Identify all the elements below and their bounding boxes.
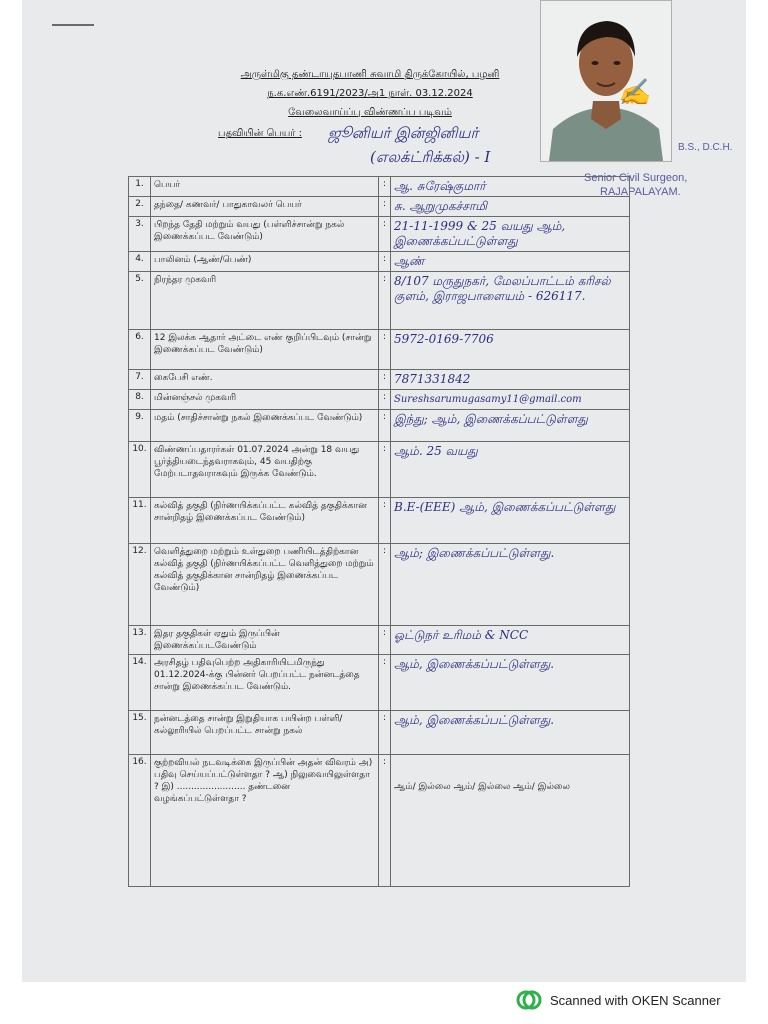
field-label: அரசிதழ் பதிவுபெற்ற அதிகாரியிடமிருந்து 01.12.2024-க்கு பின்னர் பெறப்பட்ட நன்னடத்தை சான்று இணைக்கப்பட வேண்டும். [151,655,379,711]
portrait-image [541,1,671,161]
field-label: மதம் (சாதிச்சான்று நகல் இணைக்கப்பட வேண்டும்) [151,410,379,442]
colon: : [379,711,391,755]
field-value: ஆம், இணைக்கப்பட்டுள்ளது. [391,711,630,755]
row-number: 1. [129,177,151,197]
table-row [129,626,630,655]
row-number: 2. [129,197,151,217]
table-row [129,330,630,370]
post-value-line2: (எலக்ட்ரிக்கல்) - I [370,148,491,166]
table-row [129,272,630,330]
row-number: 14. [129,655,151,711]
field-label: பிறந்த தேதி மற்றும் வயது (பள்ளிச்சான்று நகல் இணைக்கப்பட வேண்டும்) [151,217,379,252]
table-row [129,498,630,544]
field-value: ஓட்டுநர் உரிமம் & NCC [391,626,630,655]
colon: : [379,498,391,544]
field-value: ஆம்/ இல்லை ஆம்/ இல்லை ஆம்/ இல்லை [391,755,630,887]
row-number: 13. [129,626,151,655]
field-label: விண்ணப்பதாரர்கள் 01.07.2024 அன்று 18 வயது பூர்த்தியடைந்தவராகவும், 45 வயதிற்கு மேற்படாதவராகவும் இருக்க வேண்டும். [151,442,379,498]
field-value: 21-11-1999 & 25 வயது ஆம், இணைக்கப்பட்டுள்ளது [391,217,630,252]
row-number: 12. [129,544,151,626]
stamp-degree: B.S., D.C.H. [678,142,733,153]
field-label: பெயர் [151,177,379,197]
table-row [129,177,630,197]
row-number: 8. [129,390,151,410]
field-value: Sureshsarumugasamy11@gmail.com [391,390,630,410]
table-row [129,442,630,498]
form-title: வேலைவாய்ப்பு விண்ணப்ப படிவம் [288,107,452,118]
oken-scanner-icon [516,990,542,1010]
field-value: ஆம். 25 வயது [391,442,630,498]
colon: : [379,390,391,410]
field-value: இந்து; ஆம், இணைக்கப்பட்டுள்ளது [391,410,630,442]
field-label: கைபேசி எண். [151,370,379,390]
field-value: ஆம்; இணைக்கப்பட்டுள்ளது. [391,544,630,626]
table-row [129,544,630,626]
field-label: மின்னஞ்சல் முகவரி [151,390,379,410]
colon: : [379,177,391,197]
post-value: ஜூனியர் இன்ஜினியர் [328,124,479,142]
row-number: 4. [129,252,151,272]
stamp-designation: Senior Civil Surgeon, [584,172,688,184]
colon: : [379,410,391,442]
table-row [129,390,630,410]
field-label: தந்தை/ கணவர்/ பாதுகாவலர் பெயர் [151,197,379,217]
field-label: நிரந்தர முகவரி [151,272,379,330]
row-number: 3. [129,217,151,252]
colon: : [379,755,391,887]
field-value: 8/107 மருதுநகர், மேலப்பாட்டம் கரிசல் குளம், இராஜபாளையம் - 626117. [391,272,630,330]
colon: : [379,330,391,370]
table-row [129,252,630,272]
colon: : [379,252,391,272]
field-label: நன்னடத்தை சான்று இறுதியாக பயின்ற பள்ளி/ கல்லூரியில் பெறப்பட்ட சான்று நகல் [151,711,379,755]
field-label: குற்றவியல் நடவடிக்கை இருப்பின் அதன் விவரம் அ) பதிவு செய்யப்பட்டுள்ளதா ? ஆ) நிலுவையிலுள்ளதா ? இ) ........................ தண்டனை வழங்கப்பட்டுள்ளதா ? [151,755,379,887]
colon: : [379,626,391,655]
stamp-place: RAJAPALAYAM. [600,186,681,198]
colon: : [379,272,391,330]
row-number: 15. [129,711,151,755]
colon: : [379,370,391,390]
row-number: 16. [129,755,151,887]
post-label: பதவியின் பெயர் : [218,128,303,139]
row-number: 9. [129,410,151,442]
attestation-signature: ✍ [618,78,651,108]
field-label: இதர தகுதிகள் ஏதும் இருப்பின் இணைக்கப்படவேண்டும் [151,626,379,655]
table-row [129,655,630,711]
row-number: 6. [129,330,151,370]
field-value: ஆண் [391,252,630,272]
table-row [129,755,630,887]
colon: : [379,217,391,252]
field-label: வெளித்துறை மற்றும் உள்துறை பணியிடத்திற்கான கல்வித் தகுதி (நிர்ணயிக்கப்பட்ட வெளித்துறை மற்றும் கல்வித் தகுதிக்கான சான்றிதழ் இணைக்கப்பட வேண்டும்) [151,544,379,626]
field-label: 12 இலக்க ஆதார் அட்டை எண் குறிப்பிடவும் (சான்று இணைக்கப்பட வேண்டும்) [151,330,379,370]
temple-title: அருள்மிகு தண்டாயுதபாணி சுவாமி திருக்கோயில், பழனி [240,69,500,80]
scanner-label: Scanned with OKEN Scanner [550,992,721,1008]
colon: : [379,655,391,711]
field-label: கல்வித் தகுதி (நிர்ணயிக்கப்பட்ட கல்வித் தகுதிக்கான சான்றிதழ் இணைக்கப்பட வேண்டும்) [151,498,379,544]
table-row [129,197,630,217]
applicant-photo [540,0,672,162]
top-dash-mark [52,24,94,26]
scanner-footer [516,990,721,1010]
row-number: 10. [129,442,151,498]
colon: : [379,544,391,626]
table-row [129,217,630,252]
row-number: 7. [129,370,151,390]
application-form-table [128,176,630,887]
colon: : [379,197,391,217]
field-value: ஆம், இணைக்கப்பட்டுள்ளது. [391,655,630,711]
colon: : [379,442,391,498]
row-number: 5. [129,272,151,330]
field-value: ஆ. சுரேஷ்குமார் [391,177,630,197]
field-value: B.E-(EEE) ஆம், இணைக்கப்பட்டுள்ளது [391,498,630,544]
table-row [129,711,630,755]
field-label: பாலினம் (ஆண்/பெண்) [151,252,379,272]
field-value: 5972-0169-7706 [391,330,630,370]
table-row [129,370,630,390]
table-row [129,410,630,442]
field-value: சு. ஆறுமுகச்சாமி [391,197,630,217]
reference-number: ந.க.எண்.6191/2023/அ1 நாள். 03.12.2024 [267,88,473,99]
row-number: 11. [129,498,151,544]
field-value: 7871331842 [391,370,630,390]
